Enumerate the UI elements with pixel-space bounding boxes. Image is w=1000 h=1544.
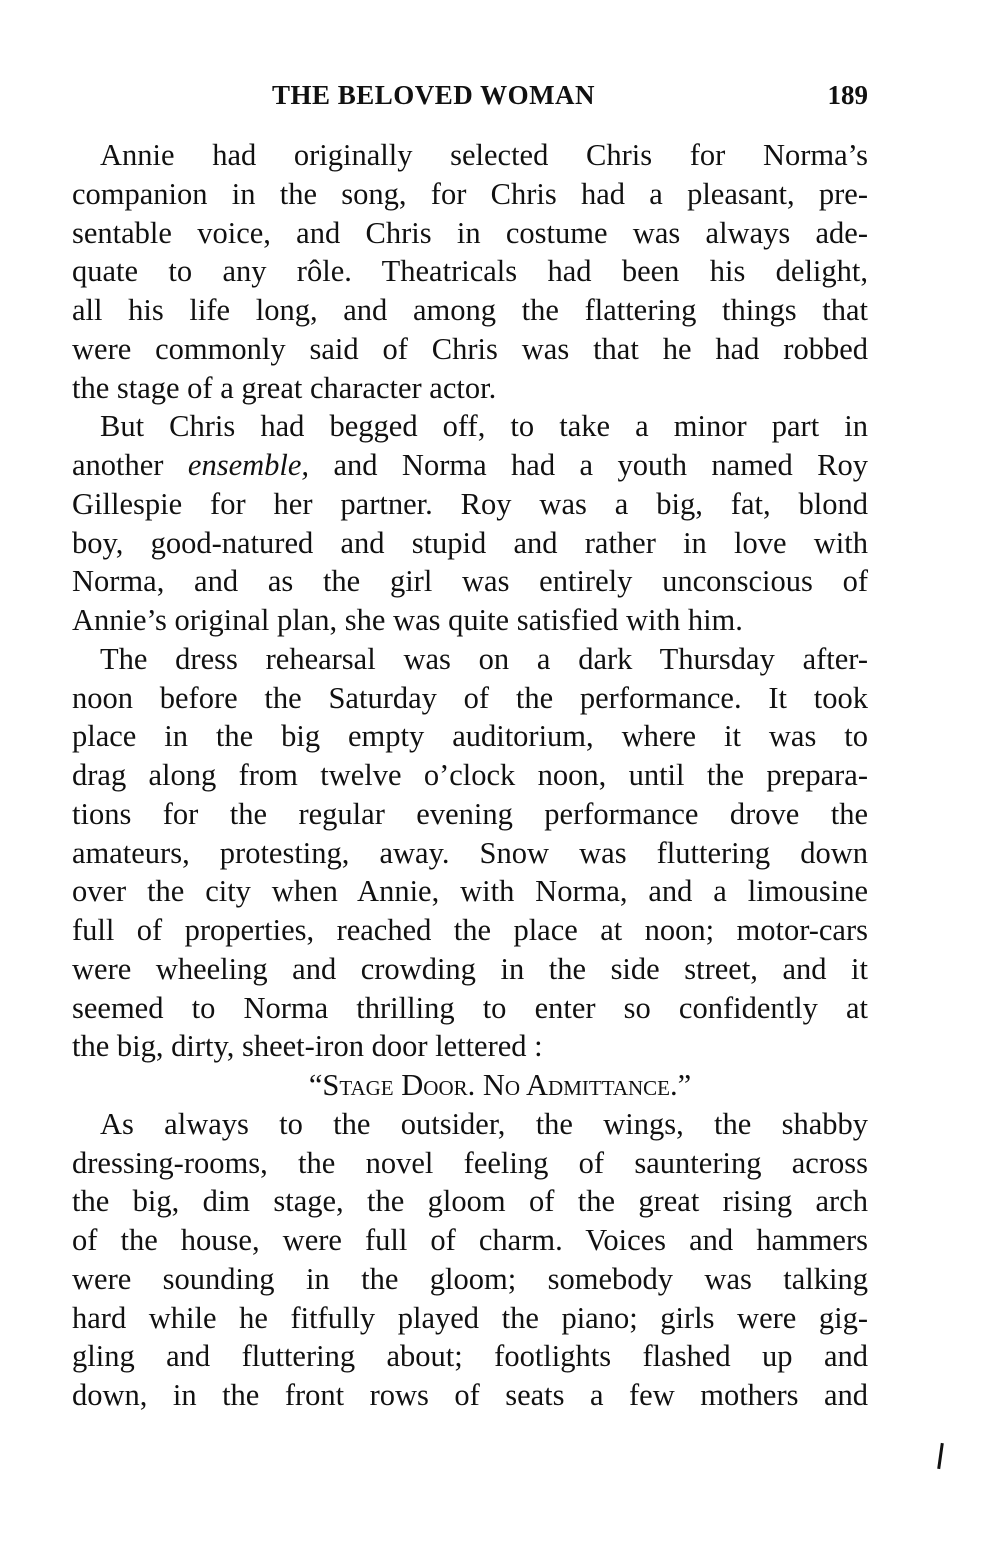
text-segment: boy, good-natured and stupid and rather in love with [72,525,868,560]
text-line [72,640,868,679]
text-segment: were wheeling and crowding in the side street, and it [72,951,868,986]
italic-text: ensemble, [187,448,310,482]
text-segment: amateurs, protesting, away. Snow was fluttering down [72,835,868,870]
text-line [72,1066,868,1105]
text-line [72,369,868,408]
text-segment: all his life long, and among the flattering things that [72,293,868,327]
text-line [72,291,868,330]
text-line [72,795,868,834]
paragraph [72,1105,868,1415]
text-line [72,950,868,989]
text-segment: dressing-rooms, the novel feeling of sauntering across [72,1145,868,1180]
text-segment: and Norma had a youth named Roy [309,448,868,482]
text-line [72,1260,868,1299]
text-segment: the big, dirty, sheet-iron door lettered : [72,1029,543,1064]
text-segment: down, in the front rows of seats a few mothers and [72,1378,868,1412]
text-line [72,175,868,214]
text-segment: the big, dim stage, the gloom of the great rising arch [72,1184,868,1219]
paragraph [72,136,868,407]
text-segment: Norma, and as the girl was entirely unconscious of [72,564,868,599]
text-segment: hard while he fitfully played the piano; girls were gig- [72,1300,868,1335]
text-segment: “Stage Door. No Admittance.” [308,1068,692,1102]
text-line [72,717,868,756]
text-line [72,1144,868,1183]
text-line [72,446,868,485]
text-segment: Gillespie for her partner. Roy was a big, fat, blond [72,486,868,521]
text-segment: quate to any rôle. Theatricals had been his delight, [72,254,868,289]
running-title: THE BELOVED WOMAN [272,80,596,110]
text-segment: another [72,448,188,482]
text-segment: sentable voice, and Chris in costume was always ade- [72,215,868,250]
text-line [72,485,868,524]
text-segment: tions for the regular evening performance drove the [72,796,868,831]
text-line [72,562,868,601]
text-segment: noon before the Saturday of the performance. It took [72,680,868,715]
page-number: 189 [827,80,868,110]
text-segment: Annie’s original plan, she was quite satisfied with him. [72,603,743,637]
text-segment: Annie had originally selected Chris for Norma’s [100,138,868,172]
text-segment: of the house, were full of charm. Voices and hammers [72,1223,868,1257]
text-segment: companion in the song, for Chris had a pleasant, pre- [72,176,868,211]
text-segment: full of properties, reached the place at noon; motor-cars [72,913,868,947]
text-line [72,1105,868,1144]
text-line [72,834,868,873]
text-line [72,136,868,175]
text-line [72,1182,868,1221]
text-line [72,1376,868,1415]
text-segment: As always to the outsider, the wings, the shabby [100,1106,868,1141]
running-header [72,80,868,120]
text-line [72,1027,868,1066]
text-line [72,524,868,563]
centered-sign-text [72,1066,868,1105]
text-line [72,330,868,369]
text-line [72,872,868,911]
text-line [72,756,868,795]
text-segment: drag along from twelve o’clock noon, until the prepara- [72,758,868,792]
printer-mark [937,1443,944,1469]
text-line [72,911,868,950]
paragraph [72,407,868,640]
paragraph [72,640,868,1066]
text-segment: place in the big empty auditorium, where it was to [72,719,868,754]
text-segment: But Chris had begged off, to take a minor part in [100,409,868,444]
text-line [72,214,868,253]
body-text [72,136,868,1415]
text-line [72,252,868,291]
text-line [72,1221,868,1260]
text-segment: seemed to Norma thrilling to enter so confidently at [72,990,868,1025]
text-segment: The dress rehearsal was on a dark Thursday after- [100,641,868,676]
text-line [72,601,868,640]
text-segment: over the city when Annie, with Norma, and a limousine [72,874,868,909]
text-line [72,1299,868,1338]
text-segment: were commonly said of Chris was that he had robbed [72,331,868,366]
text-segment: were sounding in the gloom; somebody was talking [72,1261,868,1296]
text-segment: gling and fluttering about; footlights flashed up and [72,1339,868,1374]
text-line [72,407,868,446]
text-line [72,1337,868,1376]
text-segment: the stage of a great character actor. [72,370,497,405]
text-line [72,989,868,1028]
text-line [72,679,868,718]
